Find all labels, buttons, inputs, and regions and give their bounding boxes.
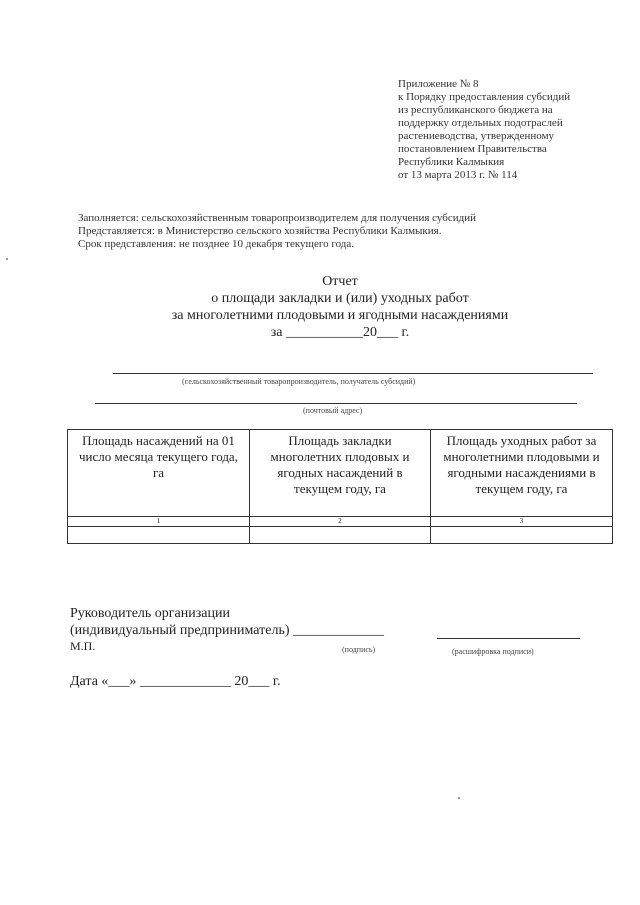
appendix-reference: [398, 78, 638, 182]
appendix-line: от 13 марта 2013 г. № 114: [398, 169, 518, 181]
cell-plantings-area[interactable]: [68, 527, 250, 544]
producer-field-line[interactable]: [113, 373, 593, 374]
signature-head-title: Руководитель организации: [70, 606, 230, 621]
decode-caption: (расшифровка подписи): [452, 647, 534, 656]
appendix-line: к Порядку предоставления субсидий: [398, 91, 571, 103]
appendix-line: Приложение № 8: [398, 78, 479, 90]
date-field[interactable]: Дата «___» _____________ 20___ г.: [70, 674, 281, 689]
signature-caption: (подпись): [342, 645, 376, 654]
signature-entrepreneur: (индивидуальный предприниматель) _____________: [70, 623, 384, 638]
decode-signature-line[interactable]: [437, 638, 580, 639]
address-caption: (почтовый адрес): [303, 406, 363, 415]
column-number: 2: [250, 517, 431, 527]
column-number: 1: [68, 517, 250, 527]
address-field-line[interactable]: [95, 403, 577, 404]
table-header-row: [68, 430, 613, 517]
fill-deadline: Срок представления: не позднее 10 декабря текущего года.: [78, 238, 355, 250]
header-laying-area: Площадь закладки многолетних плодовых и ягодных насаждений в текущем году, га: [250, 430, 431, 517]
scan-speck: [458, 797, 460, 799]
scan-speck: [6, 258, 8, 260]
appendix-line: растениеводства, утвержденному: [398, 130, 555, 142]
table-number-row: [68, 517, 613, 527]
fill-who: Заполняется: сельскохозяйственным товаропроизводителем для получения субсидий: [78, 212, 476, 224]
title-heading: Отчет: [322, 274, 358, 289]
header-plantings-area: Площадь насаждений на 01 число месяца текущего года, га: [68, 430, 250, 517]
appendix-line: поддержку отдельных подотраслей: [398, 117, 563, 129]
report-table: [67, 429, 613, 544]
cell-laying-area[interactable]: [250, 527, 431, 544]
title-period: за ___________20___ г.: [270, 325, 410, 340]
producer-caption: (сельскохозяйственный товаропроизводитель, получатель субсидий): [182, 377, 416, 386]
column-number: 3: [431, 517, 613, 527]
appendix-line: из республиканского бюджета на: [398, 104, 553, 116]
fill-instructions: [78, 212, 476, 251]
cell-care-area[interactable]: [431, 527, 613, 544]
report-title: [60, 273, 620, 341]
header-care-area: Площадь уходных работ за многолетними плодовыми и ягодными насаждениями в текущем году, га: [431, 430, 613, 517]
seal-mark: М.П.: [70, 639, 96, 653]
appendix-line: Республики Калмыкия: [398, 156, 505, 168]
title-line-2: за многолетними плодовыми и ягодными насаждениями: [171, 308, 509, 323]
fill-where: Представляется: в Министерство сельского хозяйства Республики Калмыкия.: [78, 225, 442, 237]
title-line-1: о площади закладки и (или) уходных работ: [211, 291, 469, 306]
appendix-line: постановлением Правительства: [398, 143, 547, 155]
table-data-row: [68, 527, 613, 544]
